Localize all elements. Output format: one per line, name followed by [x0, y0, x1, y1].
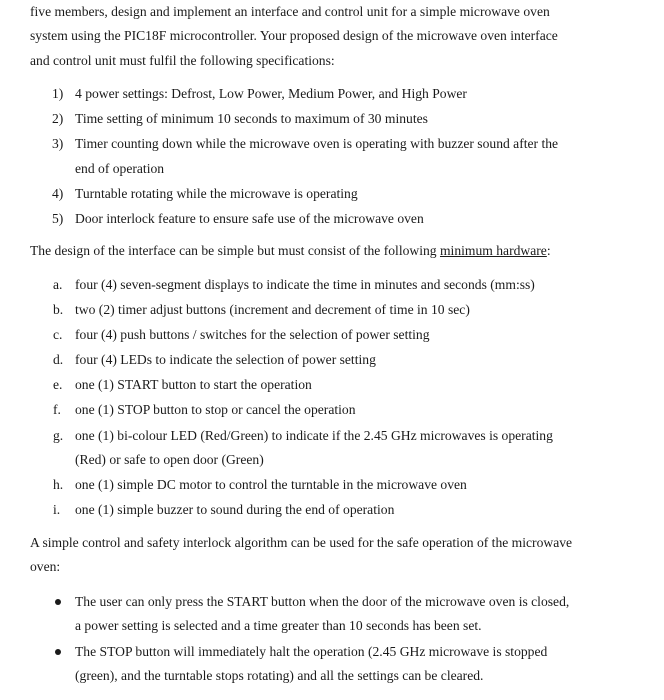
intro-line: and control unit must fulfil the following specifications: [30, 53, 335, 68]
hardware-intro-suffix: : [546, 243, 551, 258]
list-marker: c. [53, 327, 63, 342]
list-marker: 1) [52, 86, 64, 101]
list-item-text: The user can only press the START button when the door of the microwave oven is closed, [75, 594, 570, 609]
list-item-text: end of operation [75, 161, 165, 176]
list-item-text: one (1) simple buzzer to sound during the end of operation [75, 502, 395, 517]
list-marker: i. [53, 502, 61, 517]
list-item-text: one (1) STOP button to stop or cancel the operation [75, 402, 356, 417]
list-item-text: Time setting of minimum 10 seconds to maximum of 30 minutes [75, 111, 428, 126]
list-marker: g. [53, 428, 64, 443]
list-marker: f. [53, 402, 61, 417]
list-item-text: one (1) simple DC motor to control the turntable in the microwave oven [75, 477, 467, 492]
bullet-icon [55, 649, 61, 655]
list-marker: 4) [52, 186, 64, 201]
list-item-text: four (4) seven-segment displays to indicate the time in minutes and seconds (mm:ss) [75, 277, 535, 292]
list-marker: d. [53, 352, 64, 367]
list-item-text: one (1) START button to start the operation [75, 377, 312, 392]
algorithm-intro-line: A simple control and safety interlock algorithm can be used for the safe operation of the microwave [30, 535, 573, 550]
list-marker: a. [53, 277, 63, 292]
intro-line: five members, design and implement an interface and control unit for a simple microwave oven [30, 4, 550, 19]
list-item-text: (green), and the turntable stops rotating) and all the settings can be cleared. [75, 668, 484, 683]
list-marker: e. [53, 377, 63, 392]
list-item-text: a power setting is selected and a time greater than 10 seconds has been set. [75, 618, 482, 633]
hardware-intro [30, 242, 551, 260]
intro-line: system using the PIC18F microcontroller. Your proposed design of the microwave oven interface [30, 28, 558, 43]
list-item-text: Turntable rotating while the microwave is operating [75, 186, 358, 201]
algorithm-intro-line: oven: [30, 559, 61, 574]
list-marker: 2) [52, 111, 64, 126]
bullet-icon [55, 599, 61, 605]
list-item-text: Timer counting down while the microwave oven is operating with buzzer sound after the [75, 136, 559, 151]
list-marker: 5) [52, 211, 64, 226]
list-item-text: two (2) timer adjust buttons (increment and decrement of time in 10 sec) [75, 302, 470, 317]
list-item-text: (Red) or safe to open door (Green) [75, 452, 264, 467]
list-item-text: one (1) bi-colour LED (Red/Green) to indicate if the 2.45 GHz microwaves is operating [75, 428, 553, 443]
list-marker: b. [53, 302, 64, 317]
list-marker: 3) [52, 136, 64, 151]
list-item-text: four (4) push buttons / switches for the selection of power setting [75, 327, 430, 342]
list-item-text: 4 power settings: Defrost, Low Power, Medium Power, and High Power [75, 86, 467, 101]
list-item-text: four (4) LEDs to indicate the selection of power setting [75, 352, 376, 367]
list-marker: h. [53, 477, 64, 492]
list-item-text: The STOP button will immediately halt the operation (2.45 GHz microwave is stopped [75, 644, 548, 659]
hardware-intro-underlined: minimum hardware [439, 243, 547, 258]
hardware-intro-prefix: The design of the interface can be simple but must consist of the following [30, 243, 440, 258]
list-item-text: Door interlock feature to ensure safe use of the microwave oven [75, 211, 424, 226]
